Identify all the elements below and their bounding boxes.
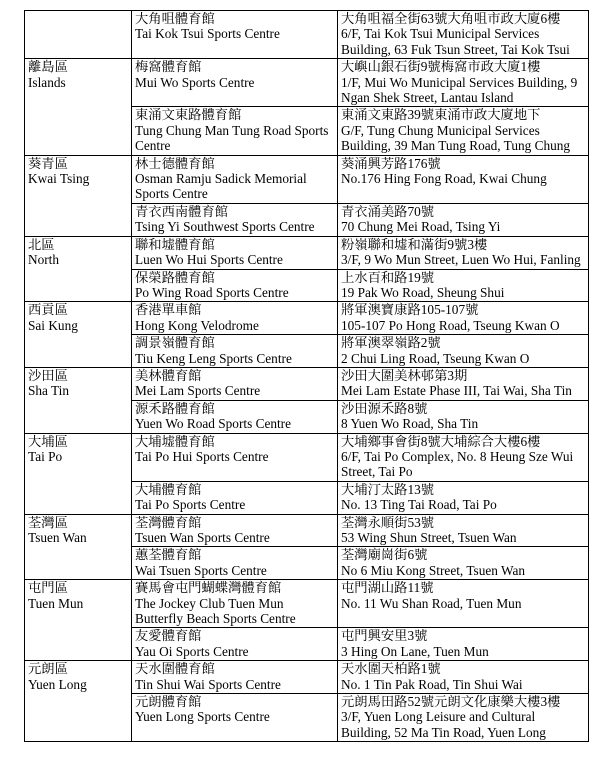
district-name-zh: 離島區 — [28, 59, 68, 75]
address-en: 2 Chui Ling Road, Tseung Kwan O — [341, 350, 530, 366]
address-en: No. 11 Wu Shan Road, Tuen Mun — [341, 595, 522, 611]
address-cell — [338, 236, 589, 269]
centre-name-zh: 大埔體育館 — [135, 481, 202, 497]
centre-name-en: Tsuen Wan Sports Centre — [135, 530, 270, 545]
centre-cell — [132, 661, 338, 694]
centre-name-zh: 大角咀體育館 — [135, 11, 215, 26]
address-cell — [338, 694, 589, 742]
table-row — [25, 236, 589, 269]
address-en: No. 1 Tin Pak Road, Tin Shui Wai — [341, 676, 523, 692]
address-en: 19 Pak Wo Road, Sheung Shui — [341, 284, 505, 300]
address-zh: 屯門興安里3號 — [341, 628, 428, 644]
district-name-zh: 沙田區 — [28, 367, 68, 383]
address-cell — [338, 11, 589, 59]
district-cell — [25, 59, 132, 155]
address-zh: 青衣涌美路70號 — [341, 203, 435, 219]
address-cell — [338, 203, 589, 236]
address-cell — [338, 367, 589, 400]
centre-name-en: Tsing Yi Southwest Sports Centre — [135, 219, 315, 235]
district-cell — [25, 155, 132, 236]
address-en: 3/F, Yuen Long Leisure and Cultural Building, 52 Ma Tin Road, Yuen Long — [341, 709, 546, 740]
district-name-en: Kwai Tsing — [28, 171, 90, 187]
centre-name-zh: 梅窩體育館 — [135, 59, 202, 75]
centre-name-en: Tai Po Hui Sports Centre — [135, 448, 269, 464]
centre-name-en: Po Wing Road Sports Centre — [135, 284, 289, 300]
address-en: No 6 Miu Kong Street, Tsuen Wan — [341, 562, 526, 578]
district-cell — [25, 302, 132, 368]
centre-cell — [132, 367, 338, 400]
sports-centres-table — [24, 10, 589, 742]
address-en: 3 Hing On Lane, Tuen Mun — [341, 643, 489, 659]
centre-name-en: Hong Kong Velodrome — [135, 317, 259, 333]
address-cell — [338, 400, 589, 433]
centre-name-en: Mui Wo Sports Centre — [135, 74, 255, 90]
centre-name-zh: 青衣西南體育館 — [135, 203, 229, 219]
centre-name-en: Tiu Keng Leng Sports Centre — [135, 350, 292, 366]
district-name-en: Tai Po — [28, 448, 63, 464]
centre-cell — [132, 59, 338, 107]
address-en: 6/F, Tai Po Complex, No. 8 Heung Sze Wui Street, Tai Po — [341, 448, 574, 480]
centre-name-en: Yuen Long Sports Centre — [135, 709, 270, 725]
address-zh: 上水百和路19號 — [341, 269, 435, 285]
centre-cell — [132, 236, 338, 269]
district-name-zh: 元朗區 — [28, 661, 68, 677]
address-en: No. 13 Ting Tai Road, Tai Po — [341, 497, 497, 513]
district-cell — [25, 11, 132, 59]
address-zh: 屯門湖山路11號 — [341, 580, 434, 596]
district-cell — [25, 661, 132, 742]
centre-cell — [132, 694, 338, 742]
address-cell — [338, 335, 589, 368]
centre-name-en: Osman Ramju Sadick Memorial Sports Centre — [135, 171, 307, 202]
table-row — [25, 661, 589, 694]
centre-cell — [132, 433, 338, 481]
district-name-zh: 西貢區 — [28, 302, 68, 318]
district-name-en: Islands — [28, 74, 66, 90]
address-zh: 大埔鄉事會街8號大埔綜合大樓6樓 — [341, 433, 541, 449]
sports-centres-table-body — [25, 11, 589, 742]
centre-name-en: Tin Shui Wai Sports Centre — [135, 676, 281, 692]
address-zh: 大埔汀太路13號 — [341, 481, 435, 497]
address-cell — [338, 514, 589, 547]
centre-cell — [132, 400, 338, 433]
district-name-zh: 北區 — [28, 236, 55, 252]
centre-name-en: Luen Wo Hui Sports Centre — [135, 252, 283, 268]
address-cell — [338, 59, 589, 107]
district-cell — [25, 433, 132, 514]
district-name-zh: 大埔區 — [28, 433, 68, 449]
centre-name-zh: 天水圍體育館 — [135, 661, 215, 677]
address-en: 105-107 Po Hong Road, Tseung Kwan O — [341, 317, 560, 333]
address-cell — [338, 107, 589, 155]
centre-name-zh: 東涌文東路體育館 — [135, 107, 242, 123]
address-en: 6/F, Tai Kok Tsui Municipal Services Building, 63 Fuk Tsun Street, Tai Kok Tsui — [341, 26, 570, 57]
address-cell — [338, 302, 589, 335]
district-cell — [25, 580, 132, 661]
centre-name-zh: 美林體育館 — [135, 367, 202, 383]
table-row — [25, 580, 589, 628]
address-en: Mei Lam Estate Phase III, Tai Wai, Sha Tin — [341, 383, 572, 399]
address-zh: 將軍澳寶康路105-107號 — [341, 302, 479, 318]
table-row — [25, 155, 589, 203]
address-zh: 沙田源禾路8號 — [341, 400, 428, 416]
address-zh: 東涌文東路39號東涌市政大廈地下 — [341, 107, 541, 123]
centre-name-zh: 調景嶺體育館 — [135, 335, 215, 351]
centre-cell — [132, 628, 338, 661]
centre-name-zh: 源禾路體育館 — [135, 400, 215, 416]
table-row — [25, 302, 589, 335]
centre-cell — [132, 580, 338, 628]
centre-cell — [132, 481, 338, 514]
centre-name-en: Mei Lam Sports Centre — [135, 383, 261, 399]
centre-cell — [132, 107, 338, 155]
centre-cell — [132, 302, 338, 335]
table-row — [25, 433, 589, 481]
centre-name-en: Tai Po Sports Centre — [135, 497, 246, 513]
address-cell — [338, 155, 589, 203]
address-zh: 沙田大圍美林邨第3期 — [341, 367, 468, 383]
address-zh: 大角咀福全街63號大角咀市政大廈6樓 — [341, 11, 561, 26]
centre-name-zh: 保榮路體育館 — [135, 269, 215, 285]
centre-cell — [132, 203, 338, 236]
table-row — [25, 514, 589, 547]
table-row — [25, 59, 589, 107]
address-en: 8 Yuen Wo Road, Sha Tin — [341, 416, 479, 432]
address-cell — [338, 580, 589, 628]
address-cell — [338, 481, 589, 514]
centre-name-en: Tai Kok Tsui Sports Centre — [135, 26, 280, 42]
address-en: 3/F, 9 Wo Mun Street, Luen Wo Hui, Fanling — [341, 252, 581, 268]
centre-name-en: Yau Oi Sports Centre — [135, 643, 249, 659]
address-zh: 荃灣永順街53號 — [341, 514, 435, 530]
district-name-en: Sai Kung — [28, 317, 78, 333]
district-name-zh: 葵青區 — [28, 155, 68, 171]
centre-name-zh: 賽馬會屯門蝴蝶灣體育館 — [135, 580, 282, 596]
address-cell — [338, 433, 589, 481]
address-zh: 元朗馬田路52號元朗文化康樂大樓3樓 — [341, 694, 561, 710]
district-name-en: Tuen Mun — [28, 595, 84, 611]
centre-name-zh: 香港單車館 — [135, 302, 202, 318]
district-cell — [25, 236, 132, 302]
address-en: No.176 Hing Fong Road, Kwai Chung — [341, 171, 547, 187]
address-cell — [338, 628, 589, 661]
district-name-en: Yuen Long — [28, 676, 87, 692]
centre-name-en: The Jockey Club Tuen Mun Butterfly Beach Sports Centre — [135, 595, 296, 627]
address-zh: 將軍澳翠嶺路2號 — [341, 335, 441, 351]
centre-name-zh: 元朗體育館 — [135, 694, 202, 710]
centre-cell — [132, 11, 338, 59]
centre-cell — [132, 269, 338, 302]
district-cell — [25, 514, 132, 580]
centre-cell — [132, 514, 338, 547]
district-name-en: Sha Tin — [28, 383, 70, 399]
address-en: 53 Wing Shun Street, Tsuen Wan — [341, 530, 517, 545]
district-name-zh: 荃灣區 — [28, 514, 68, 530]
district-cell — [25, 367, 132, 433]
table-row — [25, 11, 589, 59]
centre-name-zh: 蕙荃體育館 — [135, 547, 202, 563]
district-name-en: Tsuen Wan — [28, 530, 87, 545]
address-cell — [338, 547, 589, 580]
address-zh: 大嶼山銀石街9號梅窩市政大廈1樓 — [341, 59, 541, 75]
centre-name-zh: 聯和墟體育館 — [135, 236, 215, 252]
centre-cell — [132, 335, 338, 368]
address-zh: 荃灣廟崗街6號 — [341, 547, 428, 563]
address-en: G/F, Tung Chung Municipal Services Building, 39 Man Tung Road, Tung Chung — [341, 122, 571, 154]
address-en: 1/F, Mui Wo Municipal Services Building, 9 Ngan Shek Street, Lantau Island — [341, 74, 578, 106]
centre-name-zh: 荃灣體育館 — [135, 514, 202, 530]
district-name-zh: 屯門區 — [28, 580, 68, 596]
address-zh: 天水圍天柏路1號 — [341, 661, 441, 677]
table-row — [25, 367, 589, 400]
address-en: 70 Chung Mei Road, Tsing Yi — [341, 219, 501, 235]
centre-cell — [132, 547, 338, 580]
centre-name-en: Yuen Wo Road Sports Centre — [135, 416, 292, 432]
centre-name-en: Tung Chung Man Tung Road Sports Centre — [135, 122, 329, 154]
address-cell — [338, 661, 589, 694]
address-zh: 葵涌興芳路176號 — [341, 155, 441, 171]
district-name-en: North — [28, 252, 60, 268]
centre-name-en: Wai Tsuen Sports Centre — [135, 562, 267, 578]
centre-name-zh: 林士德體育館 — [135, 155, 215, 171]
address-zh: 粉嶺聯和墟和滿街9號3樓 — [341, 236, 488, 252]
centre-name-zh: 大埔墟體育館 — [135, 433, 215, 449]
centre-cell — [132, 155, 338, 203]
address-cell — [338, 269, 589, 302]
centre-name-zh: 友愛體育館 — [135, 628, 202, 644]
